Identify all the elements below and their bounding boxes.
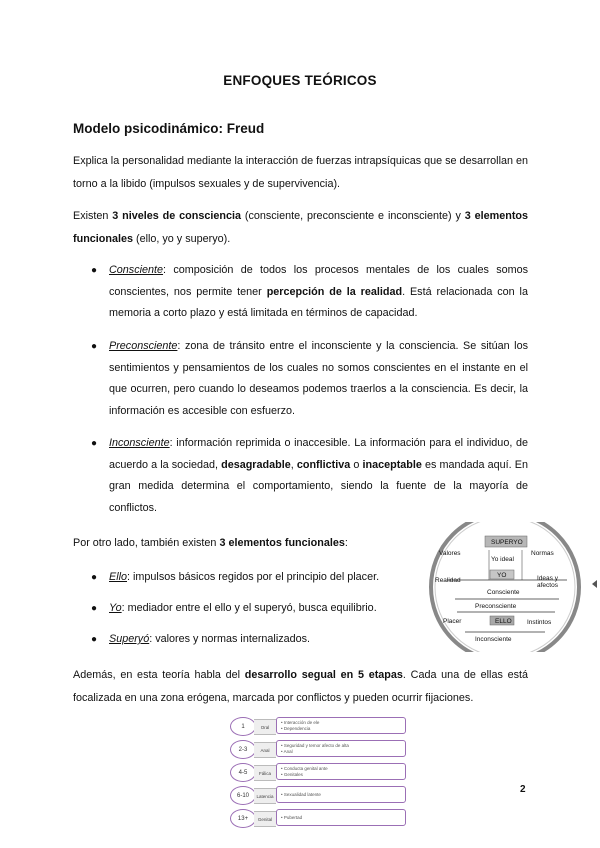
bullet-icon: ● — [91, 341, 98, 352]
label-afectos: afectos — [537, 582, 558, 589]
stage-zone: Genital — [254, 811, 276, 827]
label-yo: YO — [497, 572, 507, 579]
stage-details: • Pubertad — [276, 809, 406, 826]
stage-details: • Interacción de ele • Dependencia — [276, 717, 406, 734]
label-valores: Valores — [439, 550, 461, 557]
list-item-superyo: ● Superyó: valores y normas internalizados. — [109, 629, 409, 651]
stage-age: 4-5 — [230, 763, 256, 782]
label-inconsciente: Inconsciente — [475, 636, 512, 643]
bullet-icon: ● — [91, 265, 98, 276]
levels-intro-paragraph: Existen 3 niveles de consciencia (consciente, preconsciente e inconsciente) y 3 elementos funcionales (ello, yo y superyo). — [73, 210, 529, 245]
label-ideas: Ideas y — [537, 575, 558, 582]
label-consciente: Consciente — [487, 589, 520, 596]
list-item-inconsciente: ● Inconsciente: información reprimida o inaccesible. La información para el individuo, de acuerdo a la sociedad, desagradable, conflictiva o inaceptable es mandada aquí. En gran medida determina el comportamiento, siendo la fuente de la mayoría de conflictos. — [109, 433, 528, 519]
list-item-consciente: ● Consciente: composición de todos los procesos mentales de los cuales somos conscientes, nos permite tener percepción de la realidad. Está relacionada con la memoria a corto plazo y está limitada en términos de capacidad. — [109, 260, 528, 325]
elements-intro-paragraph: Por otro lado, también existen 3 elementos funcionales: — [73, 537, 348, 549]
stage-age: 13+ — [230, 809, 256, 828]
label-superyo: SUPERYO — [491, 539, 523, 546]
stage-row — [230, 717, 410, 736]
list-item-preconsciente: ● Preconsciente: zona de tránsito entre el inconsciente y la consciencia. Se sitúan los sentimientos y pensamientos de los cuales no somos conscientes en el instante en el que ocurren, pero cuando lo deseamos podemos traerlos a la consciencia. Es decir, la información es accesible con esfuerzo. — [109, 336, 528, 422]
section-heading: Modelo psicodinámico: Freud — [73, 121, 265, 136]
stage-age: 6-10 — [230, 786, 256, 805]
label-realidad: Realidad — [435, 577, 461, 584]
page-title: ENFOQUES TEÓRICOS — [223, 73, 377, 88]
list-item-ello: ● Ello: impulsos básicos regidos por el principio del placer. — [109, 567, 409, 589]
label-preconsciente: Preconsciente — [475, 603, 517, 610]
stage-zone: Latencia — [254, 788, 276, 804]
stage-zone: Anal — [254, 742, 276, 758]
stage-age: 2-3 — [230, 740, 256, 759]
list-item-yo: ● Yo: mediador entre el ello y el superyó, busca equilibrio. — [109, 598, 409, 620]
stage-row — [230, 786, 410, 805]
stage-details: • Seguridad y temor afecto de alta • Anal — [276, 740, 406, 757]
stage-age: 1 — [230, 717, 256, 736]
stage-row — [230, 809, 410, 828]
personality-structure-diagram — [427, 522, 597, 652]
page-number: 2 — [520, 784, 526, 795]
intro-paragraph: Explica la personalidad mediante la interacción de fuerzas intrapsíquicas que se desarrollan en torno a la libido (impulsos sexuales y de supervivencia). — [73, 155, 528, 190]
label-ello: ELLO — [495, 618, 512, 625]
stage-zone: Oral — [254, 719, 276, 735]
label-normas: Normas — [531, 550, 554, 557]
bullet-icon: ● — [91, 572, 98, 583]
stages-paragraph: Además, en esta teoría habla del desarrollo segual en 5 etapas. Cada una de ellas está focalizada en una zona erógena, marcada por conflictos y pueden ocurrir fijaciones. — [73, 669, 528, 704]
stage-details: • Sexualidad latente — [276, 786, 406, 803]
stage-details: • Conducta genital ante • Genitales — [276, 763, 406, 780]
bullet-icon: ● — [91, 634, 98, 645]
stage-row — [230, 740, 410, 759]
stage-zone: Fálica — [254, 765, 276, 781]
label-yo-ideal: Yo ideal — [491, 556, 514, 563]
stage-row — [230, 763, 410, 782]
label-placer: Placer — [443, 618, 462, 625]
bullet-icon: ● — [91, 603, 98, 614]
label-instintos: Instintos — [527, 619, 552, 626]
bullet-icon: ● — [91, 438, 98, 449]
